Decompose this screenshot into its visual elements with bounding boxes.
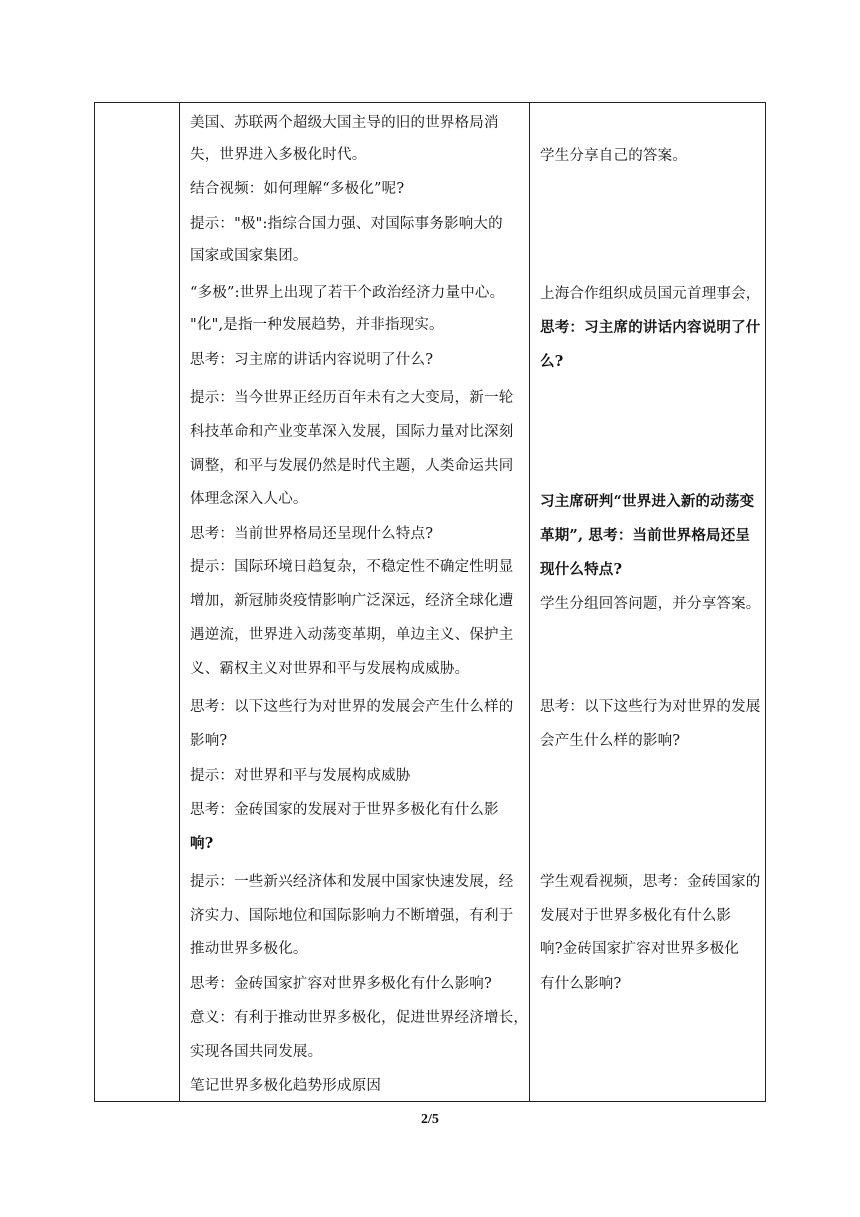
text-line: 调整，和平与发展仍然是时代主题，人类命运共同 xyxy=(190,458,514,474)
text-line: 失，世界进入多极化时代。 xyxy=(190,147,367,163)
text-line: 思考：当前世界格局还呈现什么特点? xyxy=(190,526,434,542)
text-line: 济实力、国际地位和国际影响力不断增强，有利于 xyxy=(190,908,514,924)
text-line: 革期”, 思考：当前世界格局还呈 xyxy=(540,527,751,544)
text-line: 提示：国际环境日趋复杂，不稳定性不确定性明显 xyxy=(190,559,514,575)
text-line: 学生分享自己的答案。 xyxy=(540,148,687,164)
text-line: 遇逆流，世界进入动荡变革期，单边主义、保护主 xyxy=(190,627,514,643)
text-line: 有什么影响? xyxy=(540,976,622,992)
text-line: 义、霸权主义对世界和平与发展构成威胁。 xyxy=(190,661,470,677)
text-line: 响? xyxy=(190,835,214,852)
text-line: "化",是指一种发展趋势，并非指现实。 xyxy=(190,317,444,333)
text-line: 科技革命和产业变革深入发展，国际力量对比深刻 xyxy=(190,424,514,440)
text-line: 学生分组回答问题，并分享答案。 xyxy=(540,596,761,612)
text-line: 思考：习主席的讲话内容说明了什么? xyxy=(190,352,434,368)
text-line: 实现各国共同发展。 xyxy=(190,1044,323,1060)
text-line: 思考：以下这些行为对世界的发展会产生什么样的 xyxy=(190,699,514,715)
text-line: 提示：一些新兴经济体和发展中国家快速发展，经 xyxy=(190,874,514,890)
text-line: 习主席研判“世界进入新的动荡变 xyxy=(540,493,755,510)
text-line: 思考：以下这些行为对世界的发展 xyxy=(540,699,761,715)
text-line: 思考：金砖国家的发展对于世界多极化有什么影 xyxy=(190,802,499,818)
text-line: 么? xyxy=(540,353,564,370)
text-line: “多极”:世界上出现了若干个政治经济力量中心。 xyxy=(190,285,505,301)
text-line: 意义：有利于推动世界多极化，促进世界经济增长， xyxy=(190,1010,529,1026)
text-line: 提示："极":指综合国力强、对国际事务影响大的 xyxy=(190,216,503,232)
text-line: 响?金砖国家扩容对世界多极化 xyxy=(540,941,740,957)
text-line: 笔记世界多极化趋势形成原因 xyxy=(190,1078,382,1094)
text-line: 结合视频：如何理解“多极化”呢? xyxy=(190,181,405,197)
text-line: 提示：当今世界正经历百年未有之大变局，新一轮 xyxy=(190,390,514,406)
text-line: 美国、苏联两个超级大国主导的旧的世界格局消 xyxy=(190,115,499,131)
text-line: 现什么特点? xyxy=(540,561,623,578)
text-line: 体理念深入人心。 xyxy=(190,491,308,507)
text-line: 影响? xyxy=(190,733,228,749)
text-line: 思考：金砖国家扩容对世界多极化有什么影响? xyxy=(190,976,492,992)
text-line: 上海合作组织成员国元首理事会， xyxy=(540,286,761,302)
text-line: 思考：习主席的讲话内容说明了什 xyxy=(540,319,761,336)
column-divider-2 xyxy=(529,103,530,1101)
column-divider-1 xyxy=(179,103,180,1101)
text-line: 提示：对世界和平与发展构成威胁 xyxy=(190,768,411,784)
text-line: 会产生什么样的影响? xyxy=(540,733,681,749)
text-line: 发展对于世界多极化有什么影 xyxy=(540,908,732,924)
text-line: 学生观看视频，思考：金砖国家的 xyxy=(540,874,761,890)
page-number: 2/5 xyxy=(421,1112,439,1127)
text-line: 推动世界多极化。 xyxy=(190,941,308,957)
text-line: 国家或国家集团。 xyxy=(190,248,308,264)
text-line: 增加，新冠肺炎疫情影响广泛深远，经济全球化遭 xyxy=(190,593,514,609)
